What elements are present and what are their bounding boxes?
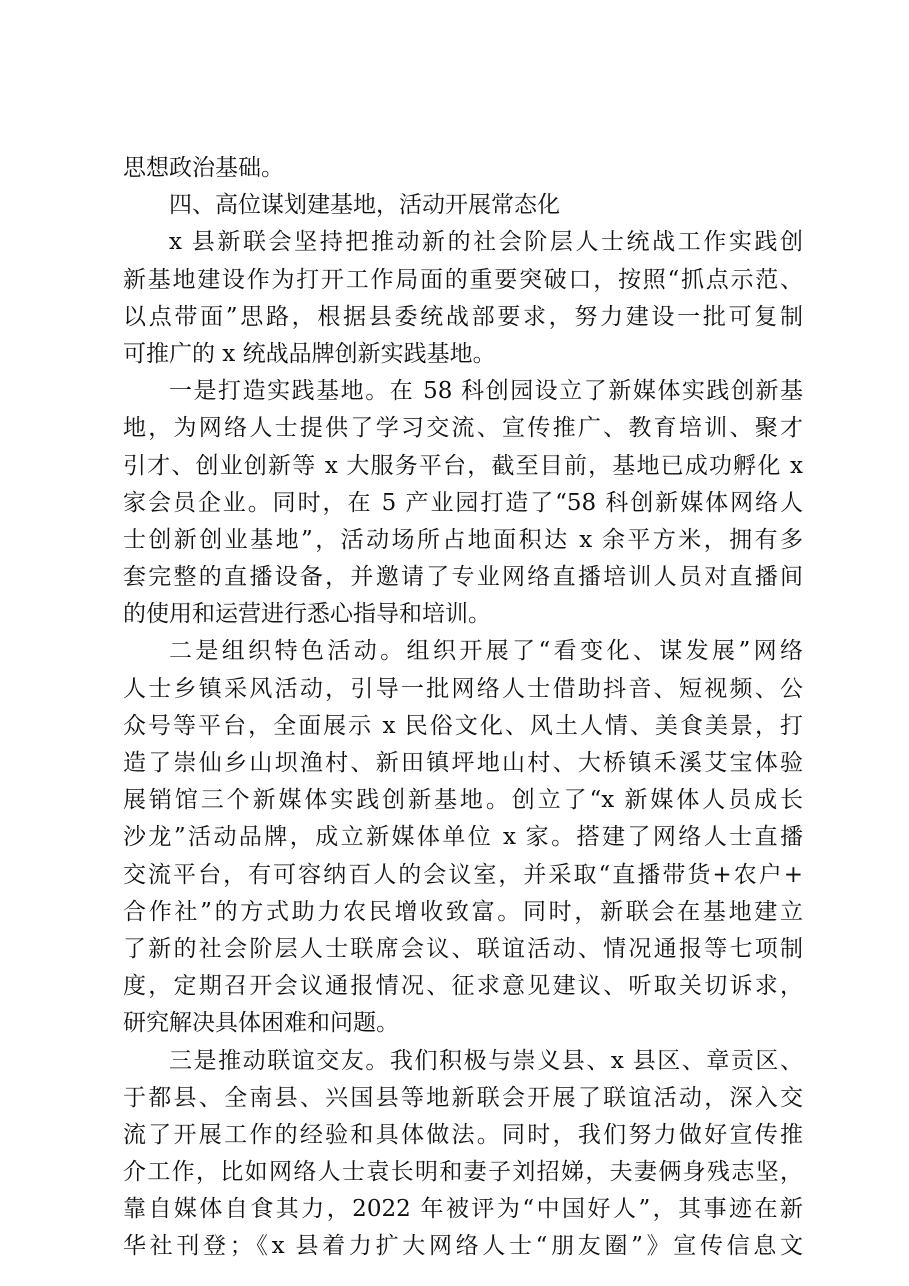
text-line: 华社刊登；《x 县着力扩大网络人士“朋友圈”》宣传信息文 (123, 1233, 803, 1260)
text-line: 思想政治基础。 (123, 155, 284, 181)
text-line: 地，为网络人士提供了学习交流、宣传推广、教育培训、聚才 (123, 415, 803, 442)
text-line: 介工作，比如网络人士袁长明和妻子刘招娣，夫妻俩身残志坚， (123, 1159, 803, 1186)
text-line: 的使用和运营进行悉心指导和培训。 (123, 601, 491, 628)
text-line: 流了开展工作的经验和具体做法。同时，我们努力做好宣传推 (123, 1121, 803, 1148)
document-body (123, 150, 803, 1266)
text-line: x 县新联会坚持把推动新的社会阶层人士统战工作实践创 (169, 229, 803, 256)
text-line: 交流平台，有可容纳百人的会议室，并采取“直播带货+农户+ (123, 861, 803, 888)
text-line: 研究解决具体困难和问题。 (123, 1010, 399, 1037)
text-line: 家会员企业。同时，在 5 产业园打造了“58 科创新媒体网络人 (123, 489, 803, 516)
text-line: 新基地建设作为打开工作局面的重要突破口，按照“抓点示范、 (123, 266, 803, 293)
text-line: 一是打造实践基地。在 58 科创园设立了新媒体实践创新基 (169, 378, 803, 405)
text-line: 士创新创业基地”，活动场所占地面积达 x 余平方米，拥有多 (123, 526, 803, 553)
text-line: 靠自媒体自食其力，2022 年被评为“中国好人”，其事迹在新 (123, 1196, 803, 1223)
section-heading: 四、高位谋划建基地，活动开展常态化 (169, 192, 560, 219)
text-line: 众号等平台，全面展示 x 民俗文化、风土人情、美食美景，打 (123, 712, 803, 739)
text-line: 了新的社会阶层人士联席会议、联谊活动、情况通报等七项制 (123, 935, 803, 962)
text-line: 可推广的 x 统战品牌创新实践基地。 (123, 340, 496, 367)
text-line: 以点带面”思路，根据县委统战部要求，努力建设一批可复制 (123, 303, 803, 330)
text-line: 人士乡镇采风活动，引导一批网络人士借助抖音、短视频、公 (123, 675, 803, 702)
text-line: 合作社”的方式助力农民增收致富。同时，新联会在基地建立 (123, 898, 803, 925)
text-line: 于都县、全南县、兴国县等地新联会开展了联谊活动，深入交 (123, 1084, 803, 1111)
text-line: 展销馆三个新媒体实践创新基地。创立了“x 新媒体人员成长 (123, 787, 803, 814)
text-line: 套完整的直播设备，并邀请了专业网络直播培训人员对直播间 (123, 564, 803, 591)
text-line: 沙龙”活动品牌，成立新媒体单位 x 家。搭建了网络人士直播 (123, 824, 803, 851)
text-line: 二是组织特色活动。组织开展了“看变化、谋发展”网络 (169, 638, 803, 665)
text-line: 引才、创业创新等 x 大服务平台，截至目前，基地已成功孵化 x (123, 452, 803, 479)
text-line: 三是推动联谊交友。我们积极与崇义县、x 县区、章贡区、 (169, 1047, 803, 1074)
text-line: 造了崇仙乡山坝渔村、新田镇坪地山村、大桥镇禾溪艾宝体验 (123, 750, 803, 776)
text-line: 度，定期召开会议通报情况、征求意见建议、听取关切诉求， (123, 973, 803, 1000)
